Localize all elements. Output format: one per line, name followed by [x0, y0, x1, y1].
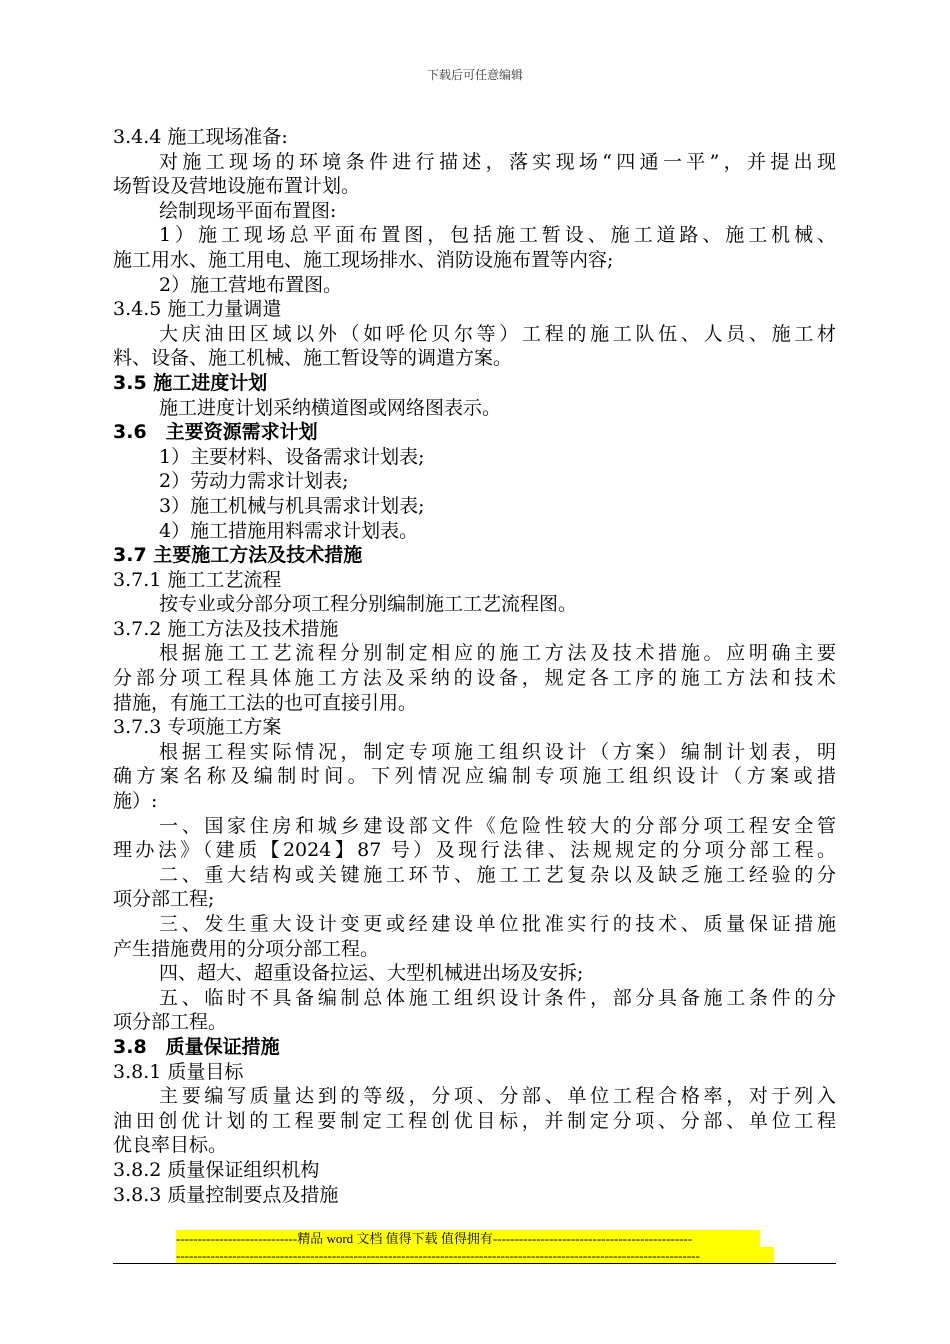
page-header: 下载后可任意编辑 — [426, 68, 523, 82]
section-heading: 3.5 施工进度计划 — [113, 371, 268, 394]
section-heading: 3.6 主要资源需求计划 — [113, 421, 318, 444]
text-line: 3.4.4 施工现场准备: — [113, 126, 288, 148]
text-line: 施工用水、施工用电、施工现场排水、消防设施布置等内容; — [113, 248, 614, 271]
text-line: 大庆油田区域以外（如呼伦贝尔等）工程的施工队伍、人员、施工材 — [159, 322, 836, 345]
section-heading: 3.7 主要施工方法及技术措施 — [113, 544, 363, 567]
document-body — [113, 125, 836, 1207]
text-line: 措施，有施工工法的也可直接引用。 — [113, 691, 418, 714]
text-line: 3.8.3 质量控制要点及措施 — [113, 1183, 339, 1206]
text-line: 油田创优计划的工程要制定工程创优目标，并制定分项、分部、单位工程 — [113, 1109, 836, 1132]
text-line: 四、超大、超重设备拉运、大型机械进出场及安拆; — [159, 962, 584, 985]
text-line: 二、重大结构或关键施工环节、施工工艺复杂以及缺乏施工经验的分 — [159, 863, 836, 886]
text-line: 项分部工程; — [113, 888, 215, 911]
text-line: 三、发生重大设计变更或经建设单位批准实行的技术、质量保证措施 — [159, 913, 836, 935]
text-line: 1）主要材料、设备需求计划表; — [159, 445, 425, 468]
text-line: 4）施工措施用料需求计划表。 — [159, 519, 419, 542]
text-line: 理办法》（建质【2024】87 号）及现行法律、法规规定的分项分部工程。 — [113, 839, 836, 862]
text-line: 3）施工机械与机具需求计划表; — [159, 494, 425, 517]
text-line: 料、设备、施工机械、施工暂设等的调遣方案。 — [113, 347, 513, 370]
text-line: 主要编写质量达到的等级，分项、分部、单位工程合格率，对于列入 — [159, 1085, 836, 1108]
text-line: 施）: — [113, 790, 158, 813]
footer-banner-line-1: ----------------------------精品 word 文档 值得下载 值得拥有---------------------------------------------- — [176, 1230, 760, 1247]
text-line: 2）劳动力需求计划表; — [159, 470, 349, 493]
text-line: 项分部工程。 — [113, 1011, 228, 1034]
section-heading: 3.8 质量保证措施 — [113, 1035, 280, 1058]
text-line: 1）施工现场总平面布置图，包括施工暂设、施工道路、施工机械、 — [159, 224, 836, 247]
text-line: 分部分项工程具体施工方法及采纳的设备，规定各工序的施工方法和技术 — [113, 667, 836, 690]
text-line: 绘制现场平面布置图: — [159, 199, 337, 222]
text-line: 3.7.1 施工工艺流程 — [113, 568, 282, 591]
text-line: 3.8.2 质量保证组织机构 — [113, 1158, 320, 1181]
text-line: 场暂设及营地设施布置计划。 — [113, 175, 361, 198]
text-line: 产生措施费用的分项分部工程。 — [113, 937, 380, 960]
text-line: 3.7.3 专项施工方案 — [113, 716, 282, 739]
text-line: 根据工程实际情况，制定专项施工组织设计（方案）编制计划表，明 — [159, 740, 836, 763]
text-line: 确方案名称及编制时间。下列情况应编制专项施工组织设计（方案或措 — [113, 765, 836, 788]
text-line: 按专业或分部分项工程分别编制施工工艺流程图。 — [159, 593, 578, 616]
text-line: 3.4.5 施工力量调遣 — [113, 298, 282, 321]
text-line: 施工进度计划采纳横道图或网络图表示。 — [159, 396, 502, 419]
text-line: 一、国家住房和城乡建设部文件《危险性较大的分部分项工程安全管 — [159, 814, 836, 837]
text-line: 3.7.2 施工方法及技术措施 — [113, 617, 339, 640]
text-line: 2）施工营地布置图。 — [159, 273, 343, 296]
text-line: 对施工现场的环境条件进行描述，落实现场“四通一平”，并提出现 — [159, 150, 836, 173]
text-line: 优良率目标。 — [113, 1134, 228, 1157]
text-line: 根据施工工艺流程分别制定相应的施工方法及技术措施。应明确主要 — [159, 642, 836, 665]
text-line: 3.8.1 质量目标 — [113, 1060, 244, 1083]
text-line: 五、临时不具备编制总体施工组织设计条件，部分具备施工条件的分 — [159, 986, 836, 1009]
footer-rule — [113, 1263, 836, 1264]
footer-banner-line-2: ------------------------------------------------------------------------------------------------------------------------- — [176, 1247, 774, 1264]
